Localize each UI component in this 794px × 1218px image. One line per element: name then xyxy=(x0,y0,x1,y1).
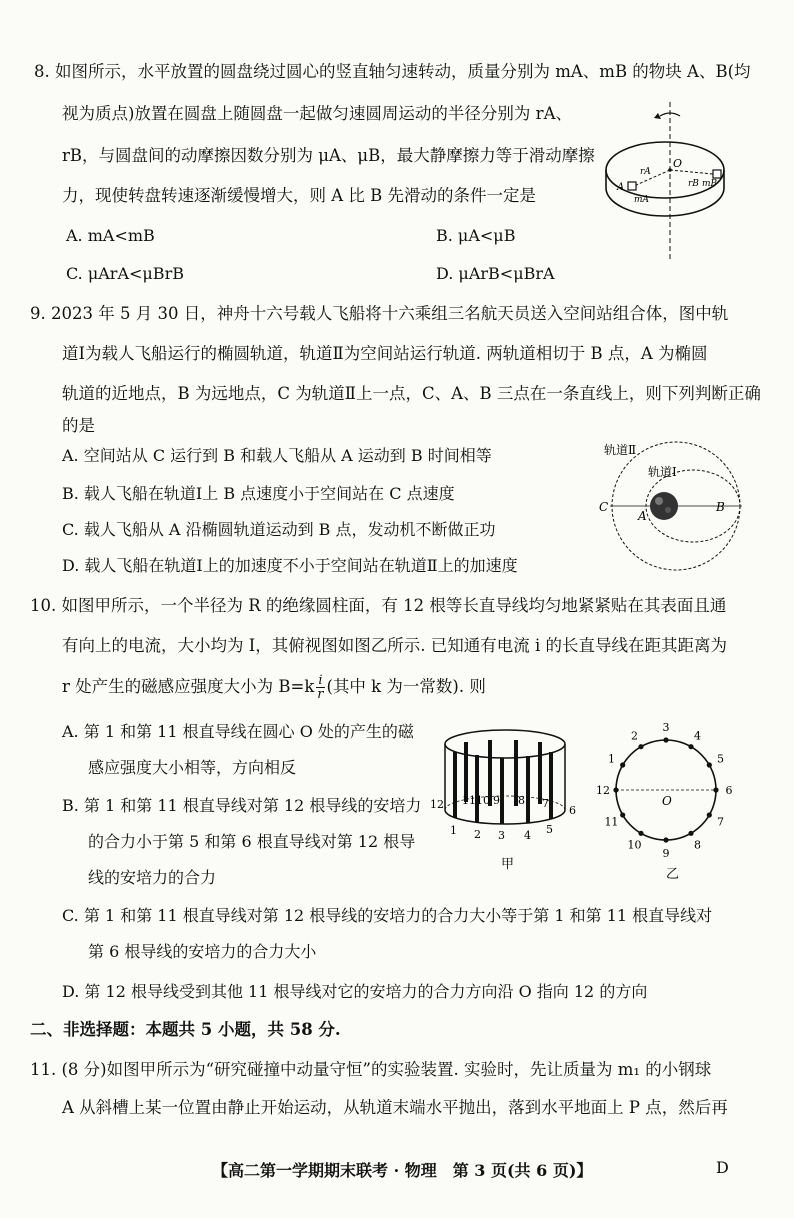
q9-option-b: B. 载人飞船在轨道Ⅰ上 B 点速度小于空间站在 C 点速度 xyxy=(62,484,455,503)
yi-wire-label: 10 xyxy=(627,838,642,852)
q8-line-2: 视为质点)放置在圆盘上随圆盘一起做匀速圆周运动的半径分别为 rA、 xyxy=(62,104,572,123)
q9-fig-label-orbit1: 轨道Ⅰ xyxy=(648,465,677,479)
q10-formula-post: (其中 k 为一常数). 则 xyxy=(326,677,486,696)
q10-formula-fraction xyxy=(316,674,324,701)
q10-fig-yi-topview xyxy=(594,712,740,884)
yi-wire-label: 1 xyxy=(607,752,615,766)
jia-label-2: 2 xyxy=(474,828,481,841)
jia-label-12: 12 xyxy=(430,798,444,811)
q10-line-2: 有向上的电流，大小均为 I，其俯视图如图乙所示. 已知通有电流 i 的长直导线在距其距离为 xyxy=(62,636,728,655)
yi-center-label: O xyxy=(662,794,672,808)
yi-wire-label: 3 xyxy=(662,721,670,734)
yi-wire-dot xyxy=(688,744,693,749)
jia-label-6: 6 xyxy=(569,804,576,817)
block-a-icon xyxy=(628,182,636,190)
q9-fig-label-orbit2: 轨道Ⅱ xyxy=(604,443,637,457)
yi-wire-dot xyxy=(663,837,668,842)
q8-fig-label-ra: rA xyxy=(640,167,651,177)
q10-formula-num: i xyxy=(318,673,323,688)
q8-option-d: D. μArB<μBrA xyxy=(436,264,555,283)
jia-label-11: 11 xyxy=(462,794,476,807)
q8-line-4: 力，现使转盘转速逐渐缓慢增大，则 A 比 B 先滑动的条件一定是 xyxy=(62,186,537,205)
q8-fig-label-o: O xyxy=(673,157,683,170)
q8-fig-label-ma: mA xyxy=(634,195,650,205)
q8-line-3: rB，与圆盘间的动摩擦因数分别为 μA、μB，最大静摩擦力等于滑动摩擦 xyxy=(62,146,595,165)
q8-fig-label-a: A xyxy=(617,182,625,193)
jia-label-8: 8 xyxy=(518,794,525,807)
section-2-heading: 二、非选择题：本题共 5 小题，共 58 分. xyxy=(30,1020,341,1039)
q9-fig-label-a: A xyxy=(638,509,647,523)
yi-wire-label: 5 xyxy=(717,752,725,766)
q11-line-2: A 从斜槽上某一位置由静止开始运动，从轨道末端水平抛出，落到水平地面上 P 点，然后再 xyxy=(62,1098,728,1117)
q9-orbit-figure xyxy=(596,440,742,584)
q10-option-c: C. 第 1 和第 11 根直导线对第 12 根导线的安培力的合力大小等于第 1 和第 11 根直导线对 xyxy=(62,906,713,925)
q10-option-a-cont: 感应强度大小相等，方向相反 xyxy=(88,758,297,777)
jia-label-9: 9 xyxy=(493,794,500,807)
q8-disk-figure xyxy=(598,100,732,262)
q10-formula-line xyxy=(62,674,486,701)
yi-wire-dot xyxy=(638,744,643,749)
yi-wire-dot xyxy=(707,762,712,767)
jia-label-4: 4 xyxy=(524,829,531,842)
q8-option-b: B. μA<μB xyxy=(436,226,516,245)
q8-fig-label-rb: rB xyxy=(688,179,699,189)
q10-fig-jia-cylinder xyxy=(430,722,580,874)
jia-label-3: 3 xyxy=(498,829,505,842)
q10-option-d: D. 第 12 根导线受到其他 11 根导线对它的安培力的合力方向沿 O 指向 12 的方向 xyxy=(62,982,648,1001)
q9-fig-label-c: C xyxy=(599,500,609,514)
q9-option-a: A. 空间站从 C 运行到 B 和载人飞船从 A 运动到 B 时间相等 xyxy=(62,446,492,465)
jia-caption: 甲 xyxy=(501,857,515,872)
jia-label-7: 7 xyxy=(542,797,549,810)
q9-line-3: 轨道的近地点，B 为远地点，C 为轨道Ⅱ上一点，C、A、B 三点在一条直线上，则下列判断正确 xyxy=(62,384,761,403)
q9-option-c: C. 载人飞船从 A 沿椭圆轨道运动到 B 点，发动机不断做正功 xyxy=(62,520,496,539)
q9-fig-label-b: B xyxy=(716,500,725,514)
q9-line-2: 道Ⅰ为载人飞船运行的椭圆轨道，轨道Ⅱ为空间站运行轨道. 两轨道相切于 B 点，A 为椭圆 xyxy=(62,344,708,363)
yi-wire-dot xyxy=(663,737,668,742)
q8-line-1: 8. 如图所示，水平放置的圆盘绕过圆心的竖直轴匀速转动，质量分别为 mA、mB 的物块 A、B(均 xyxy=(34,62,751,81)
yi-wire-label: 4 xyxy=(694,729,701,743)
block-b-icon xyxy=(713,170,721,178)
q8-option-c: C. μArA<μBrB xyxy=(66,264,184,283)
paper-code: D xyxy=(716,1158,729,1177)
jia-label-5: 5 xyxy=(546,823,553,836)
q10-option-b-cont-1: 的合力小于第 5 和第 6 根直导线对第 12 根导 xyxy=(88,832,416,851)
yi-wire-label: 6 xyxy=(725,784,733,797)
yi-wire-dot xyxy=(707,812,712,817)
yi-wire-label: 7 xyxy=(717,815,725,829)
earth-icon xyxy=(650,492,678,520)
q10-option-a: A. 第 1 和第 11 根直导线在圆心 O 处的产生的磁 xyxy=(62,722,414,741)
yi-wire-label: 11 xyxy=(604,815,619,829)
yi-wire-dot xyxy=(620,812,625,817)
jia-label-1: 1 xyxy=(450,824,457,837)
yi-wire-label: 8 xyxy=(694,838,701,852)
q9-option-d: D. 载人飞船在轨道Ⅰ上的加速度不小于空间站在轨道Ⅱ上的加速度 xyxy=(62,556,518,575)
jia-label-10: 10 xyxy=(476,794,490,807)
q9-line-4: 的是 xyxy=(62,416,95,435)
q10-formula-pre: r 处产生的磁感应强度大小为 B=k xyxy=(62,677,315,696)
q10-formula-den: r xyxy=(317,687,324,702)
q10-option-b: B. 第 1 和第 11 根直导线对第 12 根导线的安培力 xyxy=(62,796,422,815)
yi-caption: 乙 xyxy=(666,867,680,882)
q9-line-1: 9. 2023 年 5 月 30 日，神舟十六号载人飞船将十六乘组三名航天员送入空间站组合体，图中轨 xyxy=(30,304,729,323)
yi-wire-label: 2 xyxy=(631,729,638,743)
q10-option-b-cont-2: 线的安培力的合力 xyxy=(88,868,217,887)
yi-wire-dot xyxy=(613,787,618,792)
yi-wire-label: 9 xyxy=(662,847,670,860)
yi-wire-dot xyxy=(713,787,718,792)
yi-wire-dot xyxy=(638,831,643,836)
q10-line-1: 10. 如图甲所示，一个半径为 R 的绝缘圆柱面，有 12 根等长直导线均匀地紧紧贴在其表面且通 xyxy=(30,596,727,615)
q10-option-c-cont: 第 6 根导线的安培力的合力大小 xyxy=(88,942,317,961)
page-footer: 【高二第一学期期末联考 · 物理 第 3 页(共 6 页)】 xyxy=(212,1161,593,1180)
yi-wire-dot xyxy=(688,831,693,836)
q8-option-a: A. mA<mB xyxy=(66,226,155,245)
q8-fig-label-mb: mB xyxy=(702,179,718,189)
q11-line-1: 11. (8 分)如图甲所示为“研究碰撞中动量守恒”的实验装置. 实验时，先让质量为 m₁ 的小钢球 xyxy=(30,1060,712,1079)
yi-wire-dot xyxy=(620,762,625,767)
yi-wire-label: 12 xyxy=(596,784,610,797)
